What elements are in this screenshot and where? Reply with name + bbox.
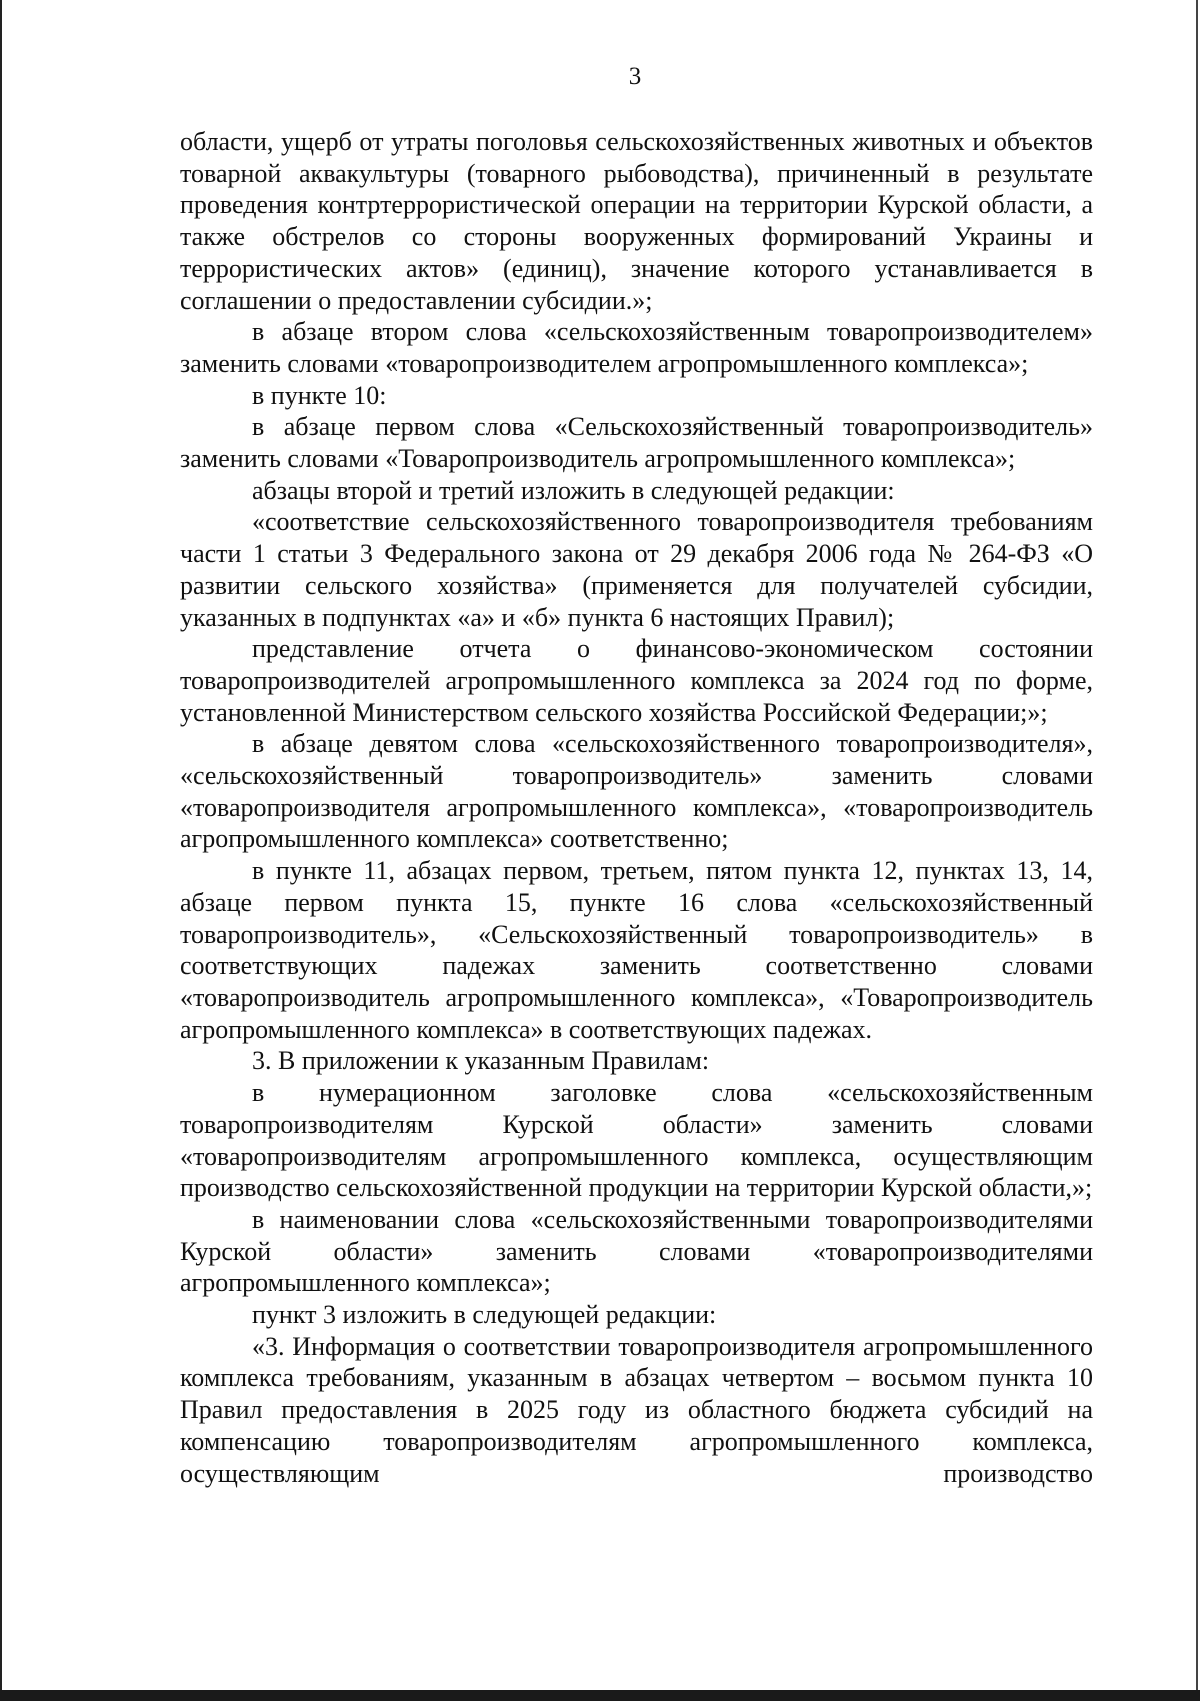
paragraph: представление отчета о финансово-экономическом состоянии товаропроизводителей агропромышленного комплекса за 2024 год по форме, установленной Министерством сельского хозяйства Российской Федерации;»; [180, 634, 1093, 727]
paragraph: в наименовании слова «сельскохозяйственными товаропроизводителями Курской области» заменить словами «товаропроизводителями агропромышленного комплекса»; [180, 1204, 1093, 1298]
paragraph: в нумерационном заголовке слова «сельскохозяйственным товаропроизводителям Курской области» заменить словами «товаропроизводителям агропромышленного комплекса, осуществляющим производство сельскохозяйственной продукции на территории Курской области,»; [180, 1078, 1093, 1203]
paragraph: в пункте 11, абзацах первом, третьем, пятом пункта 12, пунктах 13, 14, абзаце первом пункта 15, пункте 16 слова «сельскохозяйственный товаропроизводитель», «Сельскохозяйственный товаропроизводитель» в соответствующих падежах заменить соответственно словами «товаропроизводитель агропромышленного комплекса», «Товаропроизводитель агропромышленного комплекса» в соответствующих падежах. [180, 856, 1093, 1044]
paragraph: «соответствие сельскохозяйственного товаропроизводителя требованиям части 1 статьи 3 Федерального закона от 29 декабря 2006 года № 264-ФЗ «О развитии сельского хозяйства» (применяется для получателей субсидии, указанных в подпунктах «а» и «б» пункта 6 настоящих Правил); [180, 507, 1093, 632]
paragraph: в пункте 10: [252, 380, 387, 410]
scan-left-edge [0, 0, 2, 1701]
paragraph: абзацы второй и третий изложить в следующей редакции: [252, 475, 895, 505]
paragraph-continuation: области, ущерб от утраты поголовья сельскохозяйственных животных и объектов товарной аквакультуры (товарного рыбоводства), причиненный в результате проведения контртеррористической операции на территории Курской области, а также обстрелов со стороны вооруженных формирований Украины и террористических актов» (единиц), значение которого устанавливается в соглашении о предоставлении субсидии.»; [180, 127, 1093, 315]
scan-bottom-edge [0, 1690, 1200, 1701]
document-body [180, 126, 1093, 1489]
paragraph: пункт 3 изложить в следующей редакции: [252, 1300, 717, 1330]
paragraph: в абзаце втором слова «сельскохозяйственным товаропроизводителем» заменить словами «товаропроизводителем агропромышленного комплекса»; [180, 317, 1093, 378]
paragraph: в абзаце первом слова «Сельскохозяйственный товаропроизводитель» заменить словами «Товаропроизводитель агропромышленного комплекса»; [180, 412, 1093, 474]
scan-right-edge [1196, 0, 1198, 1701]
section-heading: 3. В приложении к указанным Правилам: [252, 1046, 710, 1076]
paragraph-continues: «3. Информация о соответствии товаропроизводителя агропромышленного комплекса требованиям, указанным в абзацах четвертом – восьмом пункта 10 Правил предоставления в 2025 году из областного бюджета субсидий на компенсацию товаропроизводителям агропромышленного комплекса, осуществляющим производство [180, 1331, 1093, 1488]
page-number: 3 [628, 63, 642, 90]
paragraph: в абзаце девятом слова «сельскохозяйственного товаропроизводителя», «сельскохозяйственный товаропроизводитель» заменить словами «товаропроизводителя агропромышленного комплекса», «товаропроизводитель агропромышленного комплекса» соответственно; [180, 729, 1093, 854]
